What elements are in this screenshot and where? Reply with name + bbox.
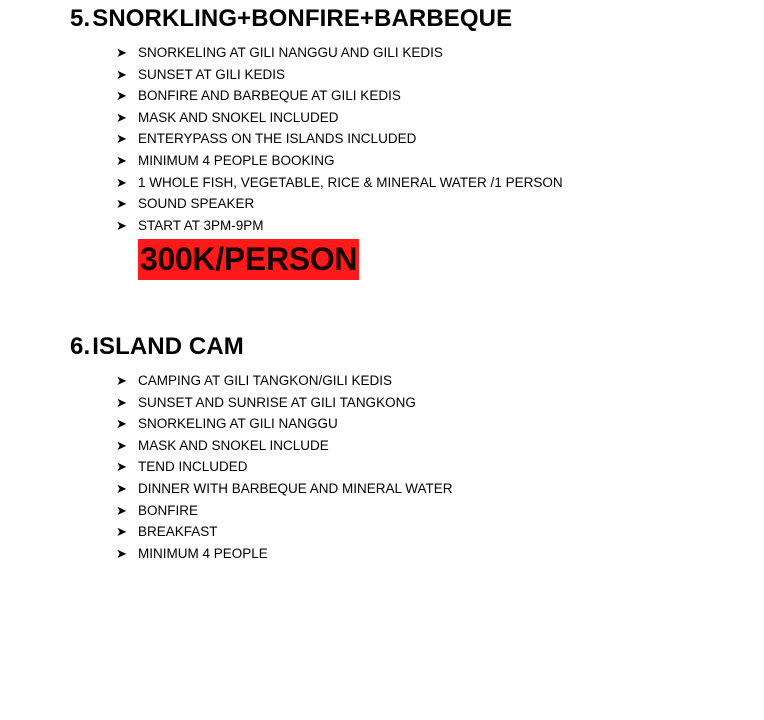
arrowhead-bullet-icon: ➤: [116, 416, 127, 432]
package-item-list: [70, 370, 750, 564]
list-item: ➤ CAMPING AT GILI TANGKON/GILI KEDIS: [116, 370, 750, 392]
list-item: ➤ BONFIRE AND BARBEQUE AT GILI KEDIS: [116, 85, 750, 107]
package-heading: [70, 4, 750, 34]
list-item: ➤ MASK AND SNOKEL INCLUDED: [116, 107, 750, 129]
arrowhead-bullet-icon: ➤: [116, 524, 127, 540]
arrowhead-bullet-icon: ➤: [116, 131, 127, 147]
arrowhead-bullet-icon: ➤: [116, 66, 127, 82]
list-item: ➤ SOUND SPEAKER: [116, 193, 750, 215]
package-heading: [70, 332, 750, 362]
list-item: ➤ START AT 3PM-9PM: [116, 215, 750, 237]
list-item: ➤ ENTERYPASS ON THE ISLANDS INCLUDED: [116, 128, 750, 150]
package-title: SNORKLING+BONFIRE+BARBEQUE: [92, 5, 513, 32]
list-item: ➤ SUNSET AT GILI KEDIS: [116, 64, 750, 86]
list-item: ➤ MINIMUM 4 PEOPLE BOOKING: [116, 150, 750, 172]
list-item: ➤ DINNER WITH BARBEQUE AND MINERAL WATER: [116, 478, 750, 500]
list-item: ➤ TEND INCLUDED: [116, 456, 750, 478]
list-item: ➤ SNORKELING AT GILI NANGGU AND GILI KEDIS: [116, 42, 750, 64]
list-item: ➤ SNORKELING AT GILI NANGGU: [116, 413, 750, 435]
arrowhead-bullet-icon: ➤: [116, 502, 127, 518]
arrowhead-bullet-icon: ➤: [116, 109, 127, 125]
arrowhead-bullet-icon: ➤: [116, 174, 127, 190]
arrowhead-bullet-icon: ➤: [116, 459, 127, 475]
package-item-list: [70, 42, 750, 236]
arrowhead-bullet-icon: ➤: [116, 152, 127, 168]
arrowhead-bullet-icon: ➤: [116, 373, 127, 388]
tour-package-6: [70, 332, 750, 564]
arrowhead-bullet-icon: ➤: [116, 480, 127, 496]
list-item: ➤ BONFIRE: [116, 500, 750, 522]
package-number: 5.: [70, 5, 91, 32]
arrowhead-bullet-icon: ➤: [116, 545, 127, 561]
price-badge: 300K/PERSON: [138, 239, 359, 280]
arrowhead-bullet-icon: ➤: [116, 88, 127, 104]
arrowhead-bullet-icon: ➤: [116, 437, 127, 453]
list-item: ➤ MASK AND SNOKEL INCLUDE: [116, 435, 750, 457]
list-item: ➤ SUNSET AND SUNRISE AT GILI TANGKONG: [116, 392, 750, 414]
arrowhead-bullet-icon: ➤: [116, 394, 127, 410]
arrowhead-bullet-icon: ➤: [116, 45, 127, 60]
arrowhead-bullet-icon: ➤: [116, 196, 127, 212]
list-item: ➤ MINIMUM 4 PEOPLE: [116, 543, 750, 565]
arrowhead-bullet-icon: ➤: [116, 217, 127, 233]
list-item: ➤ 1 WHOLE FISH, VEGETABLE, RICE & MINERAL WATER /1 PERSON: [116, 172, 750, 194]
package-title: ISLAND CAM: [92, 333, 244, 360]
list-item: ➤ BREAKFAST: [116, 521, 750, 543]
tour-package-5: [70, 4, 750, 280]
package-number: 6.: [70, 333, 91, 360]
